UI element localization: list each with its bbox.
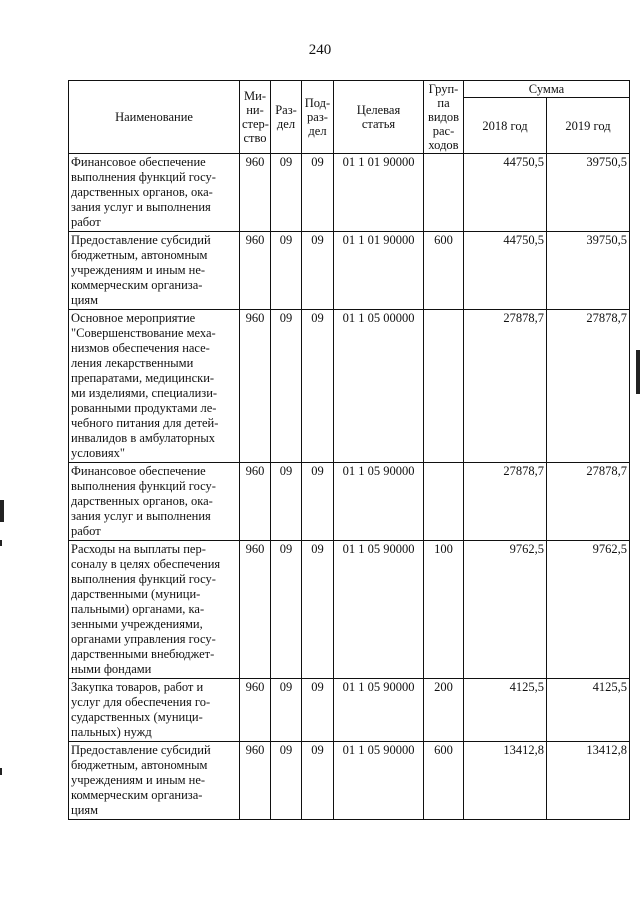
cell-ministry: 960	[240, 310, 271, 463]
cell-name: Расходы на выплаты пер- соналу в целях обеспечения выполнения функций госу- дарственными (муници- пальными) органами, ка- зенными учреждениями, органами управления госу- дарственными внебюджет- ными фондами	[69, 541, 240, 679]
scan-margin-mark	[0, 540, 2, 546]
table-row	[69, 679, 630, 742]
cell-subsection: 09	[302, 679, 334, 742]
cell-subsection: 09	[302, 232, 334, 310]
cell-sum-2019: 27878,7	[547, 463, 630, 541]
cell-expense-group	[424, 310, 464, 463]
cell-target-article: 01 1 05 90000	[334, 463, 424, 541]
header-target-article: Целевая статья	[334, 81, 424, 154]
cell-subsection: 09	[302, 463, 334, 541]
cell-section: 09	[271, 541, 302, 679]
cell-sum-2018: 4125,5	[464, 679, 547, 742]
cell-section: 09	[271, 232, 302, 310]
cell-sum-2018: 9762,5	[464, 541, 547, 679]
cell-sum-2019: 9762,5	[547, 541, 630, 679]
cell-target-article: 01 1 05 00000	[334, 310, 424, 463]
cell-sum-2019: 4125,5	[547, 679, 630, 742]
cell-expense-group	[424, 154, 464, 232]
cell-section: 09	[271, 463, 302, 541]
table-body	[69, 154, 630, 820]
cell-ministry: 960	[240, 742, 271, 820]
cell-sum-2019: 39750,5	[547, 232, 630, 310]
cell-sum-2018: 44750,5	[464, 154, 547, 232]
budget-table	[68, 80, 630, 820]
cell-expense-group: 100	[424, 541, 464, 679]
header-year-2018: 2018 год	[464, 98, 547, 154]
table-row	[69, 742, 630, 820]
cell-sum-2018: 27878,7	[464, 310, 547, 463]
cell-name: Закупка товаров, работ и услуг для обеспечения го- сударственных (муници- пальных) нужд	[69, 679, 240, 742]
header-sum: Сумма	[464, 81, 630, 98]
scan-margin-mark	[636, 350, 640, 394]
table-row	[69, 541, 630, 679]
table-row	[69, 463, 630, 541]
cell-sum-2019: 27878,7	[547, 310, 630, 463]
cell-ministry: 960	[240, 463, 271, 541]
cell-expense-group: 200	[424, 679, 464, 742]
cell-expense-group	[424, 463, 464, 541]
cell-target-article: 01 1 01 90000	[334, 154, 424, 232]
header-name: Наименование	[69, 81, 240, 154]
cell-sum-2019: 39750,5	[547, 154, 630, 232]
header-year-2019: 2019 год	[547, 98, 630, 154]
table-row	[69, 310, 630, 463]
cell-target-article: 01 1 01 90000	[334, 232, 424, 310]
cell-name: Основное мероприятие "Совершенствование меха- низмов обеспечения насе- ления лекарственными препаратами, медицински- ми изделиями, специализи- рованными продуктами ле- чебного питания для детей- инвалидов в амбулаторных условиях"	[69, 310, 240, 463]
cell-ministry: 960	[240, 541, 271, 679]
page-number: 240	[308, 42, 332, 58]
cell-section: 09	[271, 154, 302, 232]
cell-ministry: 960	[240, 154, 271, 232]
cell-sum-2018: 27878,7	[464, 463, 547, 541]
cell-name: Предоставление субсидий бюджетным, автономным учреждениям и иным не- коммерческим организа- циям	[69, 232, 240, 310]
cell-expense-group: 600	[424, 742, 464, 820]
scan-margin-mark	[0, 768, 2, 775]
cell-name: Финансовое обеспечение выполнения функций госу- дарственных органов, ока- зания услуг и выполнения работ	[69, 463, 240, 541]
cell-ministry: 960	[240, 679, 271, 742]
cell-section: 09	[271, 742, 302, 820]
cell-expense-group: 600	[424, 232, 464, 310]
cell-section: 09	[271, 679, 302, 742]
cell-sum-2018: 13412,8	[464, 742, 547, 820]
cell-ministry: 960	[240, 232, 271, 310]
cell-name: Предоставление субсидий бюджетным, автономным учреждениям и иным не- коммерческим организа- циям	[69, 742, 240, 820]
header-expense-group: Груп- па видов рас- ходов	[424, 81, 464, 154]
header-ministry: Ми- ни- стер- ство	[240, 81, 271, 154]
table-row	[69, 154, 630, 232]
cell-target-article: 01 1 05 90000	[334, 541, 424, 679]
cell-subsection: 09	[302, 742, 334, 820]
cell-sum-2018: 44750,5	[464, 232, 547, 310]
header-section: Раз- дел	[271, 81, 302, 154]
cell-target-article: 01 1 05 90000	[334, 742, 424, 820]
cell-subsection: 09	[302, 310, 334, 463]
table-row	[69, 232, 630, 310]
header-subsection: Под- раз- дел	[302, 81, 334, 154]
cell-subsection: 09	[302, 541, 334, 679]
cell-name: Финансовое обеспечение выполнения функций госу- дарственных органов, ока- зания услуг и выполнения работ	[69, 154, 240, 232]
cell-target-article: 01 1 05 90000	[334, 679, 424, 742]
cell-section: 09	[271, 310, 302, 463]
scan-margin-mark	[0, 500, 4, 522]
cell-sum-2019: 13412,8	[547, 742, 630, 820]
cell-subsection: 09	[302, 154, 334, 232]
header-row	[69, 81, 630, 98]
